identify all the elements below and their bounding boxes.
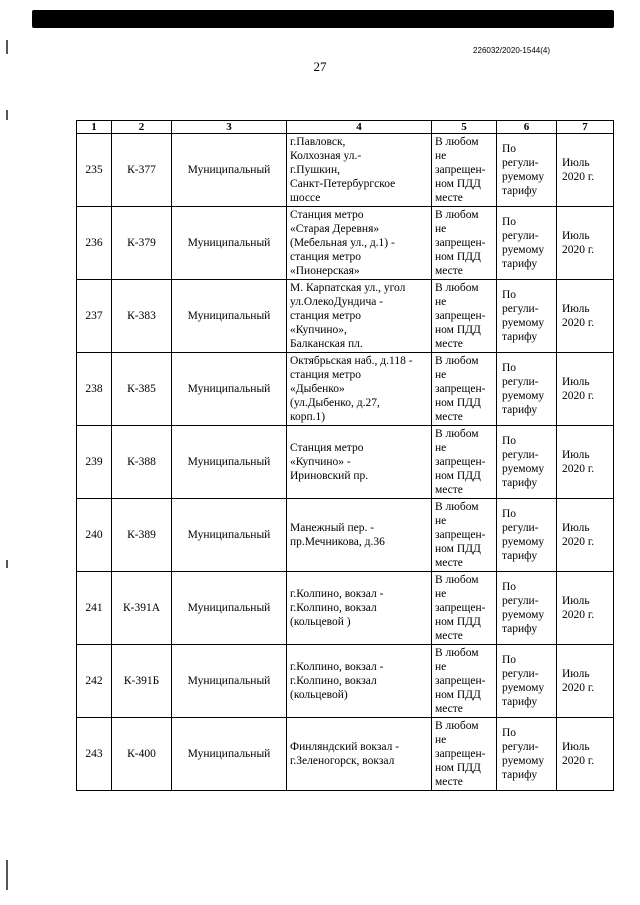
- stop-place: В любом не запрещен- ном ПДД месте: [432, 426, 497, 499]
- column-header: 6: [497, 121, 557, 134]
- route-type: Муниципальный: [172, 280, 287, 353]
- stop-place: В любом не запрещен- ном ПДД месте: [432, 572, 497, 645]
- header-row: [77, 121, 614, 134]
- start-date: Июль 2020 г.: [557, 718, 614, 791]
- tariff-type: По регули- руемому тарифу: [497, 572, 557, 645]
- table-row: [77, 353, 614, 426]
- table-row: [77, 134, 614, 207]
- row-number: 242: [77, 645, 112, 718]
- table-row: [77, 572, 614, 645]
- stop-place: В любом не запрещен- ном ПДД месте: [432, 134, 497, 207]
- route-path: г.Павловск, Колхозная ул.- г.Пушкин, Санкт-Петербургское шоссе: [287, 134, 432, 207]
- column-header: 4: [287, 121, 432, 134]
- row-number: 235: [77, 134, 112, 207]
- row-number: 239: [77, 426, 112, 499]
- column-header: 7: [557, 121, 614, 134]
- route-number: К-379: [112, 207, 172, 280]
- route-type: Муниципальный: [172, 718, 287, 791]
- start-date: Июль 2020 г.: [557, 426, 614, 499]
- stop-place: В любом не запрещен- ном ПДД месте: [432, 645, 497, 718]
- start-date: Июль 2020 г.: [557, 353, 614, 426]
- route-type: Муниципальный: [172, 499, 287, 572]
- row-number: 236: [77, 207, 112, 280]
- tariff-type: По регули- руемому тарифу: [497, 207, 557, 280]
- route-path: Станция метро «Купчино» - Ириновский пр.: [287, 426, 432, 499]
- tariff-type: По регули- руемому тарифу: [497, 645, 557, 718]
- start-date: Июль 2020 г.: [557, 499, 614, 572]
- route-number: К-377: [112, 134, 172, 207]
- route-number: К-385: [112, 353, 172, 426]
- route-type: Муниципальный: [172, 645, 287, 718]
- row-number: 238: [77, 353, 112, 426]
- row-number: 241: [77, 572, 112, 645]
- route-path: Манежный пер. - пр.Мечникова, д.36: [287, 499, 432, 572]
- route-number: К-391А: [112, 572, 172, 645]
- start-date: Июль 2020 г.: [557, 645, 614, 718]
- row-number: 243: [77, 718, 112, 791]
- table-row: [77, 426, 614, 499]
- route-number: К-389: [112, 499, 172, 572]
- route-type: Муниципальный: [172, 426, 287, 499]
- route-type: Муниципальный: [172, 134, 287, 207]
- row-number: 240: [77, 499, 112, 572]
- document-number: 226032/2020-1544(4): [473, 46, 550, 55]
- tariff-type: По регули- руемому тарифу: [497, 499, 557, 572]
- stop-place: В любом не запрещен- ном ПДД месте: [432, 280, 497, 353]
- start-date: Июль 2020 г.: [557, 572, 614, 645]
- route-path: г.Колпино, вокзал - г.Колпино, вокзал (кольцевой): [287, 645, 432, 718]
- route-path: Станция метро «Старая Деревня» (Мебельная ул., д.1) - станция метро «Пионерская»: [287, 207, 432, 280]
- scan-top-bar: [32, 10, 614, 28]
- route-path: Октябрьская наб., д.118 - станция метро «Дыбенко» (ул.Дыбенко, д.27, корп.1): [287, 353, 432, 426]
- table-row: [77, 718, 614, 791]
- route-path: М. Карпатская ул., угол ул.ОлекоДундича - станция метро «Купчино», Балканская пл.: [287, 280, 432, 353]
- route-type: Муниципальный: [172, 353, 287, 426]
- column-header: 5: [432, 121, 497, 134]
- stop-place: В любом не запрещен- ном ПДД месте: [432, 207, 497, 280]
- start-date: Июль 2020 г.: [557, 280, 614, 353]
- table-row: [77, 645, 614, 718]
- table-row: [77, 280, 614, 353]
- route-path: Финляндский вокзал - г.Зеленогорск, вокзал: [287, 718, 432, 791]
- route-type: Муниципальный: [172, 207, 287, 280]
- stop-place: В любом не запрещен- ном ПДД месте: [432, 499, 497, 572]
- tariff-type: По регули- руемому тарифу: [497, 134, 557, 207]
- route-number: К-400: [112, 718, 172, 791]
- table-row: [77, 207, 614, 280]
- route-number: К-388: [112, 426, 172, 499]
- stop-place: В любом не запрещен- ном ПДД месте: [432, 718, 497, 791]
- routes-table: [76, 120, 614, 791]
- table-row: [77, 499, 614, 572]
- tariff-type: По регули- руемому тарифу: [497, 280, 557, 353]
- stop-place: В любом не запрещен- ном ПДД месте: [432, 353, 497, 426]
- tariff-type: По регули- руемому тарифу: [497, 426, 557, 499]
- route-number: К-383: [112, 280, 172, 353]
- route-number: К-391Б: [112, 645, 172, 718]
- column-header: 1: [77, 121, 112, 134]
- column-header: 3: [172, 121, 287, 134]
- row-number: 237: [77, 280, 112, 353]
- route-path: г.Колпино, вокзал - г.Колпино, вокзал (кольцевой ): [287, 572, 432, 645]
- start-date: Июль 2020 г.: [557, 134, 614, 207]
- route-type: Муниципальный: [172, 572, 287, 645]
- tariff-type: По регули- руемому тарифу: [497, 353, 557, 426]
- page-number: 27: [313, 59, 327, 74]
- tariff-type: По регули- руемому тарифу: [497, 718, 557, 791]
- column-header: 2: [112, 121, 172, 134]
- scan-left-edge: [6, 0, 10, 905]
- start-date: Июль 2020 г.: [557, 207, 614, 280]
